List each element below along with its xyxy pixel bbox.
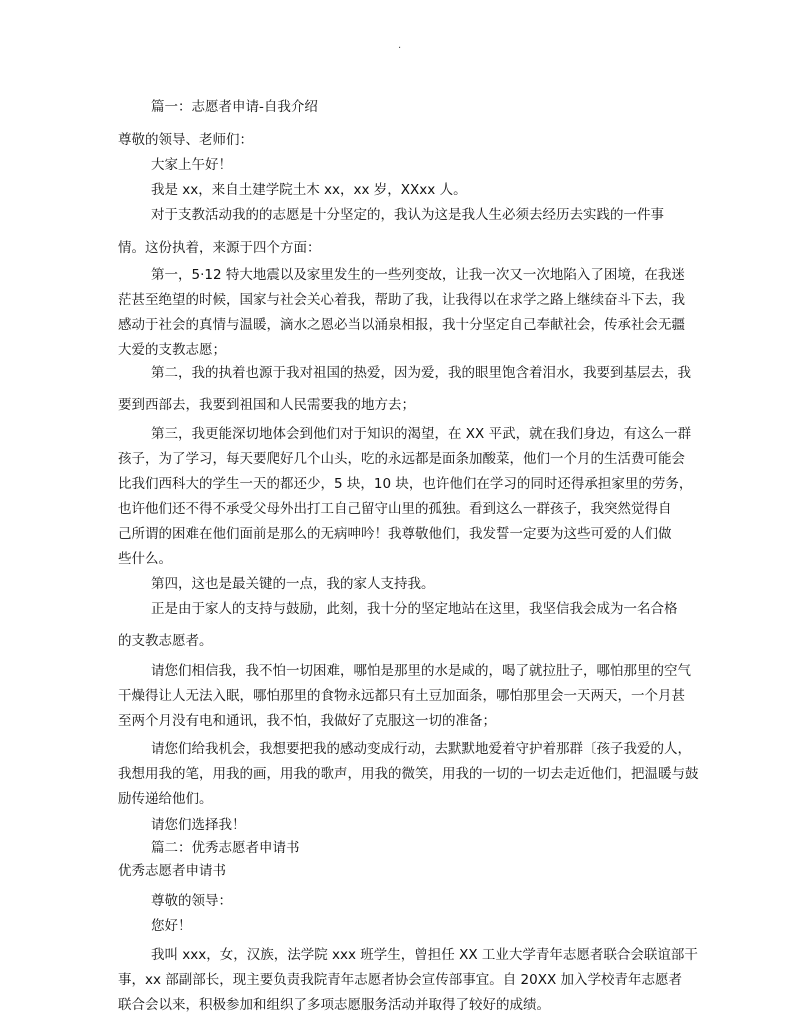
paragraph-line: 情。这份执着，来源于四个方面： xyxy=(118,240,321,256)
paragraph-line: 孩子，为了学习，每天要爬好几个山头，吃的永远都是面条加酸菜，他们一个月的生活费可能会 xyxy=(118,451,685,467)
paragraph-line: 己所谓的困难在他们面前是那么的无病呻吟！我尊敬他们，我发誓一定要为这些可爱的人们做 xyxy=(118,526,672,542)
paragraph-line: 干燥得让人无法入眠，哪怕那里的食物永远都只有土豆加面条，哪怕那里会一天两天，一个月甚 xyxy=(118,688,685,704)
paragraph-line: 励传递给他们。 xyxy=(118,791,213,807)
paragraph-line: 我想用我的笔，用我的画，用我的歌声，用我的微笑，用我的一切的一切去走近他们，把温暖与鼓 xyxy=(118,766,699,782)
paragraph-line: 请您们相信我，我不怕一切困难，哪怕是那里的水是咸的，喝了就拉肚子，哪怕那里的空气 xyxy=(151,663,691,679)
greeting-two: 您好！ xyxy=(151,918,192,934)
paragraph-line: 些什么。 xyxy=(118,551,172,567)
paragraph-line: 第二，我的执着也源于我对祖国的热爱，因为爱，我的眼里饱含着泪水，我要到基层去，我 xyxy=(151,365,691,381)
salutation-two: 尊敬的领导： xyxy=(151,893,232,909)
paragraph-line: 至两个月没有电和通讯，我不怕，我做好了克服这一切的准备； xyxy=(118,713,496,729)
paragraph-line: 正是由于家人的支持与鼓励，此刻，我十分的坚定地站在这里，我坚信我会成为一名合格 xyxy=(151,601,678,617)
paragraph-line: 的支教志愿者。 xyxy=(118,633,213,649)
paragraph-line: 事，xx 部副部长，现主要负责我院青年志愿者协会宣传部事宜。自 20XX 加入学校青年志愿者 xyxy=(118,972,683,988)
paragraph-line: 比我们西科大的学生一天的都还少，5 块，10 块，也许他们在学习的同时还得承担家里的劳务， xyxy=(118,476,693,492)
paragraph-line: 第四，这也是最关键的一点，我的家人支持我。 xyxy=(151,576,435,592)
greeting-one: 大家上午好！ xyxy=(151,157,232,173)
paragraph-line: 请您们选择我！ xyxy=(151,817,246,833)
paragraph-line: 也许他们还不得不承受父母外出打工自己留守山里的孤独。看到这么一群孩子，我突然觉得自 xyxy=(118,501,672,517)
paragraph-line: 我叫 xxx，女，汉族，法学院 xxx 班学生，曾担任 XX 工业大学青年志愿者联合会联谊部干 xyxy=(151,947,698,963)
paragraph-line: 对于支教活动我的的志愿是十分坚定的，我认为这是我人生必须去经历去实践的一件事 xyxy=(151,207,664,223)
page-mark: . xyxy=(398,40,402,51)
document-title-two: 优秀志愿者申请书 xyxy=(118,863,226,879)
paragraph-line: 第三，我更能深切地体会到他们对于知识的渴望，在 XX 平武，就在我们身边，有这么一群 xyxy=(151,426,692,442)
paragraph-line: 请您们给我机会，我想要把我的感动变成行动，去默默地爱着守护着那群〔孩子我爱的人， xyxy=(151,741,691,757)
salutation-one: 尊敬的领导、老师们： xyxy=(118,132,253,148)
paragraph-line: 第一，5·12 特大地震以及家里发生的一些列变故，让我一次又一次地陷入了困境，在我迷 xyxy=(151,267,685,283)
paragraph-line: 要到西部去，我要到祖国和人民需要我的地方去； xyxy=(118,397,415,413)
paragraph-line: 茫甚至绝望的时候，国家与社会关心着我，帮助了我，让我得以在求学之路上继续奋斗下去，我 xyxy=(118,292,685,308)
heading-part-two: 篇二：优秀志愿者申请书 xyxy=(151,840,300,856)
paragraph-line: 大爱的支教志愿； xyxy=(118,342,226,358)
paragraph-line: 联合会以来，积极参加和组织了多项志愿服务活动并取得了较好的成绩。 xyxy=(118,997,550,1013)
paragraph-line: 感动于社会的真情与温暖，滴水之恩必当以涌泉相报，我十分坚定自己奉献社会，传承社会无疆 xyxy=(118,317,685,333)
heading-part-one: 篇一：志愿者申请-自我介绍 xyxy=(151,99,318,115)
intro-line: 我是 xx，来自土建学院土木 xx，xx 岁，XXxx 人。 xyxy=(151,182,467,198)
